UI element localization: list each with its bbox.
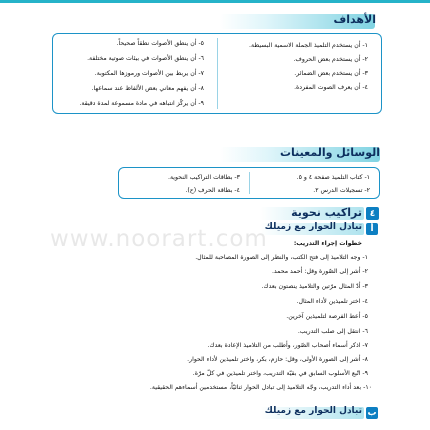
resource-item: ١- كتاب التلميذ صفحة ٤ و ٥. <box>296 174 370 181</box>
resource-item: ٤- بطاقة الحرف (ح). <box>185 187 240 194</box>
objective-item: ٦- أن ينطق الأصوات في بيئات صوتية مختلفة. <box>87 55 204 62</box>
resource-item: ٣- بطاقات التراكيب النحوية. <box>168 174 240 181</box>
sub-a-badge: أ <box>366 223 378 235</box>
resources-divider <box>249 172 250 194</box>
section4-number-badge: ٤ <box>366 207 379 220</box>
objective-item: ٤- أن يعرف الصوت المفردة. <box>294 84 368 91</box>
objective-item: ١- أن يستخدم التلميذ الجملة الاسمية البسيطة. <box>249 42 368 49</box>
step-item: ٧- اذكر أسماء أصحاب الصّور، وأطلب من التلاميذ الإعادة بعدك. <box>207 342 368 349</box>
step-item: ٩- اتّبع الأسلوب السابق في بقيّة التدريب، واختر تلميذين في كلّ مرّة. <box>192 370 368 377</box>
objectives-divider <box>217 38 218 109</box>
sub-b-badge: ب <box>367 408 377 418</box>
resource-item: ٢- تسجيلات الدرس ٢. <box>313 187 370 194</box>
objective-item: ٣- أن يستخدم بعض الضمائر. <box>294 70 368 77</box>
objective-item: ٨- أن يفهم معاني بعض الألفاظ عند سماعها. <box>91 85 204 92</box>
top-accent-strip <box>0 0 430 3</box>
step-item: ٦- انتقل إلى صلب التدريب. <box>297 328 368 335</box>
watermark-text: www.noorart.com <box>50 226 268 252</box>
sub-a-title: تبادل الحوار مع زميلك <box>264 222 362 232</box>
objective-item: ٧- أن يربط بين الأصوات ورموزها المكتوبة. <box>94 70 204 77</box>
step-item: ٢- أشر إلى الصّورة وقل: أحمد محمد. <box>271 268 368 275</box>
step-item: ١٠- بعد أداء التدريب، وجّه التلاميذ إلى تبادل الحوار ثنائيّاً، مستخدمين أسماءهم الحقيقية. <box>149 384 372 391</box>
sub-b-title: تبادل الحوار مع زميلك <box>264 406 362 416</box>
step-item: ١- وجه التلاميذ إلى فتح الكتب، والنظر إلى الصورة المصاحبة للمثال. <box>195 254 368 261</box>
objective-item: ٩- أن يركّز انتباهه في مادة مسموعة لمدة دقيقة. <box>79 100 204 107</box>
step-item: ٨- أشر إلى الصورة الأولى، وقل: حازم، بكر، واختر تلميذين لأداء الحوار. <box>187 356 368 363</box>
resources-title: الوسائل والمعينات <box>279 146 380 159</box>
step-item: ٥- أعط الفرصة لتلميذين آخرين. <box>286 313 368 320</box>
step-item: ٣- أدّ المثال مرّتين والتلاميذ ينصتون بعدك. <box>261 283 368 290</box>
objective-item: ٢- أن يستخدم بعض الحروف. <box>293 56 368 63</box>
section4-title: تراكيب نحوية <box>291 206 362 219</box>
step-item: ٤- اختر تلميذين لأداء المثال. <box>296 298 368 305</box>
objectives-title: الأهداف <box>333 13 376 26</box>
steps-heading: خطوات إجراء التدريب: <box>293 240 362 247</box>
objective-item: ٥- أن ينطق الأصوات نطقاً صحيحاً. <box>116 40 204 47</box>
